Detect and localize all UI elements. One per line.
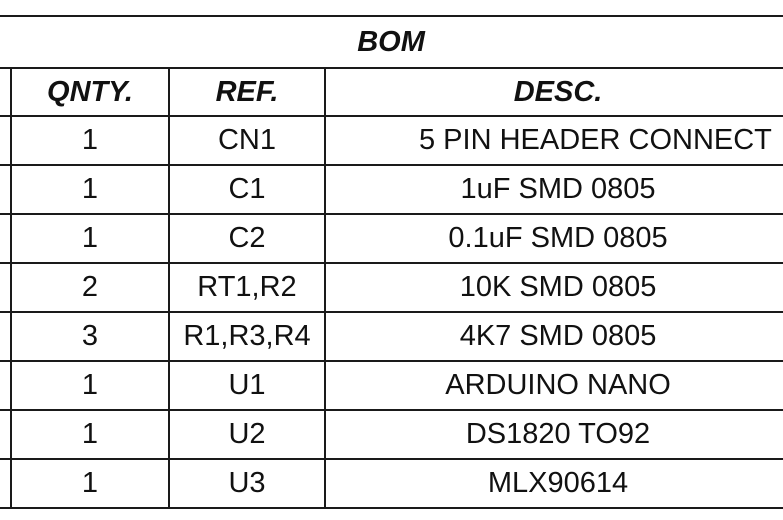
description-cell: 4K7 SMD 0805 — [325, 312, 783, 361]
table-row — [0, 116, 783, 165]
quantity-cell: 1 — [11, 410, 169, 459]
stub-cell — [0, 116, 11, 165]
description-cell: DS1820 TO92 — [325, 410, 783, 459]
reference-cell: U2 — [169, 410, 325, 459]
table-row — [0, 312, 783, 361]
quantity-cell: 2 — [11, 263, 169, 312]
stub-cell — [0, 410, 11, 459]
bom-header-row — [0, 68, 783, 116]
reference-cell: R1,R3,R4 — [169, 312, 325, 361]
stub-cell — [0, 263, 11, 312]
table-row — [0, 410, 783, 459]
reference-cell: RT1,R2 — [169, 263, 325, 312]
bom-title: BOM — [0, 16, 783, 68]
description-cell: MLX90614 — [325, 459, 783, 508]
bom-table — [0, 15, 783, 509]
table-row — [0, 263, 783, 312]
table-row — [0, 459, 783, 508]
description-column-header: DESC. — [325, 68, 783, 116]
quantity-cell: 1 — [11, 116, 169, 165]
reference-cell: CN1 — [169, 116, 325, 165]
stub-cell — [0, 312, 11, 361]
stub-cell — [0, 361, 11, 410]
bom-title-row — [0, 16, 783, 68]
reference-cell: C1 — [169, 165, 325, 214]
reference-cell: U1 — [169, 361, 325, 410]
description-cell: 1uF SMD 0805 — [325, 165, 783, 214]
quantity-cell: 1 — [11, 165, 169, 214]
stub-column-header — [0, 68, 11, 116]
table-row — [0, 214, 783, 263]
table-row — [0, 165, 783, 214]
quantity-cell: 1 — [11, 459, 169, 508]
description-cell: 10K SMD 0805 — [325, 263, 783, 312]
description-cell: ARDUINO NANO — [325, 361, 783, 410]
reference-cell: C2 — [169, 214, 325, 263]
stub-cell — [0, 459, 11, 508]
table-row — [0, 361, 783, 410]
bom-table-container — [0, 15, 783, 509]
stub-cell — [0, 214, 11, 263]
stub-cell — [0, 165, 11, 214]
quantity-column-header: QNTY. — [11, 68, 169, 116]
description-cell: 0.1uF SMD 0805 — [325, 214, 783, 263]
description-cell: 5 PIN HEADER CONNECT — [325, 116, 783, 165]
reference-cell: U3 — [169, 459, 325, 508]
reference-column-header: REF. — [169, 68, 325, 116]
quantity-cell: 1 — [11, 214, 169, 263]
quantity-cell: 3 — [11, 312, 169, 361]
quantity-cell: 1 — [11, 361, 169, 410]
